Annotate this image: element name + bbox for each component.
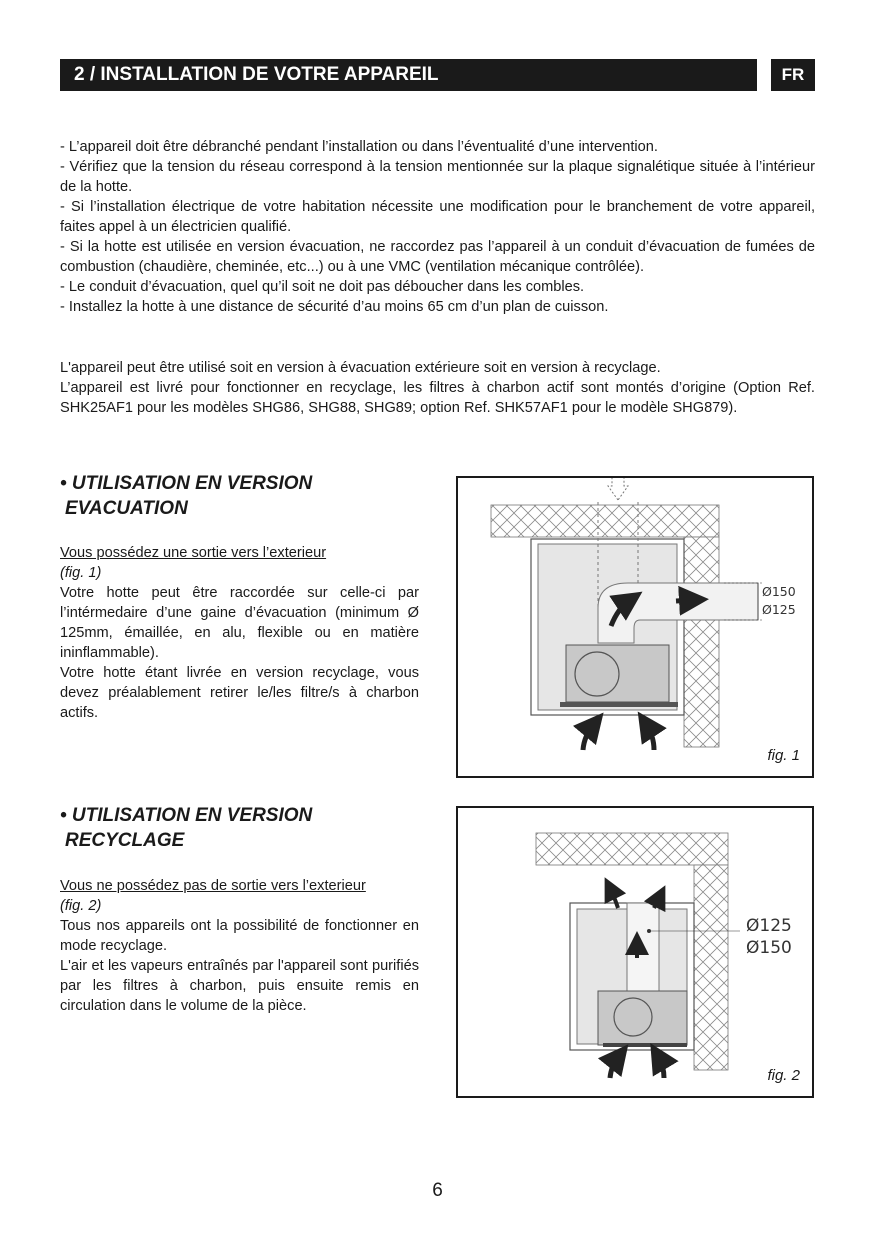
fan xyxy=(614,998,652,1036)
dim-125: Ø125 xyxy=(762,602,796,617)
figure-1 xyxy=(456,476,814,778)
wall xyxy=(684,537,719,747)
figure-reference: (fig. 1) xyxy=(60,565,102,581)
dim-125: Ø125 xyxy=(746,916,792,936)
evacuation-text xyxy=(60,543,419,723)
instruction-item: - Vérifiez que la tension du réseau correspond à la tension mentionnée sur la plaque signalétique située à l’intérieur de la hotte. xyxy=(60,159,815,195)
heading-line: EVACUATION xyxy=(65,498,188,519)
evacuation-diagram xyxy=(458,478,812,776)
evacuation-subtitle: Vous possédez une sortie vers l’exterieur xyxy=(60,545,327,561)
dim-150: Ø150 xyxy=(762,584,796,599)
evacuation-body-2: Votre hotte étant livrée en version recyclage, vous devez préalablement retirer le/les filtre/s à charbon actifs. xyxy=(60,665,419,721)
section-header xyxy=(60,59,757,91)
instruction-item: - Si l’installation électrique de votre habitation nécessite une modification pour le branchement de votre appareil, faites appel à un électricien qualifié. xyxy=(60,199,815,235)
recycling-diagram xyxy=(458,808,812,1096)
intake-arrow xyxy=(610,1056,619,1078)
figure-2 xyxy=(456,806,814,1098)
instruction-item: - L’appareil doit être débranché pendant l’installation ou dans l’éventualité d’une intervention. xyxy=(60,139,658,155)
language-badge: FR xyxy=(771,59,815,91)
filter-bar xyxy=(603,1043,687,1047)
duct xyxy=(627,903,659,991)
flow-arrow xyxy=(676,600,694,601)
figure-caption: fig. 1 xyxy=(767,747,800,764)
delivery-line: L’appareil est livré pour fonctionner en recyclage, les filtres à charbon actif sont montés d’origine (Option Ref. SHK25AF1 pour les modèles SHG86, SHG88, SHG89; option Ref. SHK57AF1 pour le modèle SHG879). xyxy=(60,380,815,416)
figure-reference: (fig. 2) xyxy=(60,898,102,914)
heading-line: • UTILISATION EN VERSION xyxy=(60,805,313,826)
recycling-body: Tous nos appareils ont la possibilité de fonctionner en mode recyclage. xyxy=(60,918,419,954)
filter-bar xyxy=(560,702,678,707)
fan xyxy=(575,652,619,696)
instruction-item: - Installez la hotte à une distance de sécurité d’au moins 65 cm d’un plan de cuisson. xyxy=(60,299,609,315)
recycling-subtitle: Vous ne possédez pas de sortie vers l’exterieur xyxy=(60,878,366,894)
usage-line: L'appareil peut être utilisé soit en version à évacuation extérieure soit en version à recyclage. xyxy=(60,360,661,376)
dim-150: Ø150 xyxy=(746,938,792,958)
evacuation-heading xyxy=(60,471,312,521)
heading-line: RECYCLAGE xyxy=(65,830,185,851)
ceiling xyxy=(491,505,719,537)
safety-instructions xyxy=(60,137,815,317)
recycling-heading xyxy=(60,803,312,853)
figure-caption: fig. 2 xyxy=(767,1067,800,1084)
evacuation-body: Votre hotte peut être raccordée sur celle-ci par l’intérmedaire d’une gaine d’évacuation (minimum Ø 125mm, émaillée, en alu, flexible ou en matière ininflammable). xyxy=(60,585,419,661)
wall xyxy=(694,865,728,1070)
page-number: 6 xyxy=(432,1180,443,1201)
heading-line: • UTILISATION EN VERSION xyxy=(60,473,313,494)
intake-arrow xyxy=(658,1056,664,1078)
recycling-text xyxy=(60,876,419,1016)
ceiling xyxy=(536,833,728,865)
usage-modes-paragraph xyxy=(60,358,815,418)
instruction-item: - Le conduit d’évacuation, quel qu’il soit ne doit pas déboucher dans les combles. xyxy=(60,279,585,295)
intake-arrow xyxy=(646,724,654,750)
section-title: 2 / INSTALLATION DE VOTRE APPAREIL xyxy=(74,64,439,85)
instruction-item: - Si la hotte est utilisée en version évacuation, ne raccordez pas l’appareil à un conduit d’évacuation de fumées de combustion (chaudière, cheminée, etc...) ou à une VMC (ventilation mécanique contrôlée). xyxy=(60,239,815,275)
intake-arrow xyxy=(583,724,594,750)
recycling-body-2: L'air et les vapeurs entraînés par l'appareil sont purifiés par les filtres à charbon, puis ensuite remis en circulation dans le volume de la pièce. xyxy=(60,958,419,1014)
exhaust-up-arrow xyxy=(608,478,628,500)
